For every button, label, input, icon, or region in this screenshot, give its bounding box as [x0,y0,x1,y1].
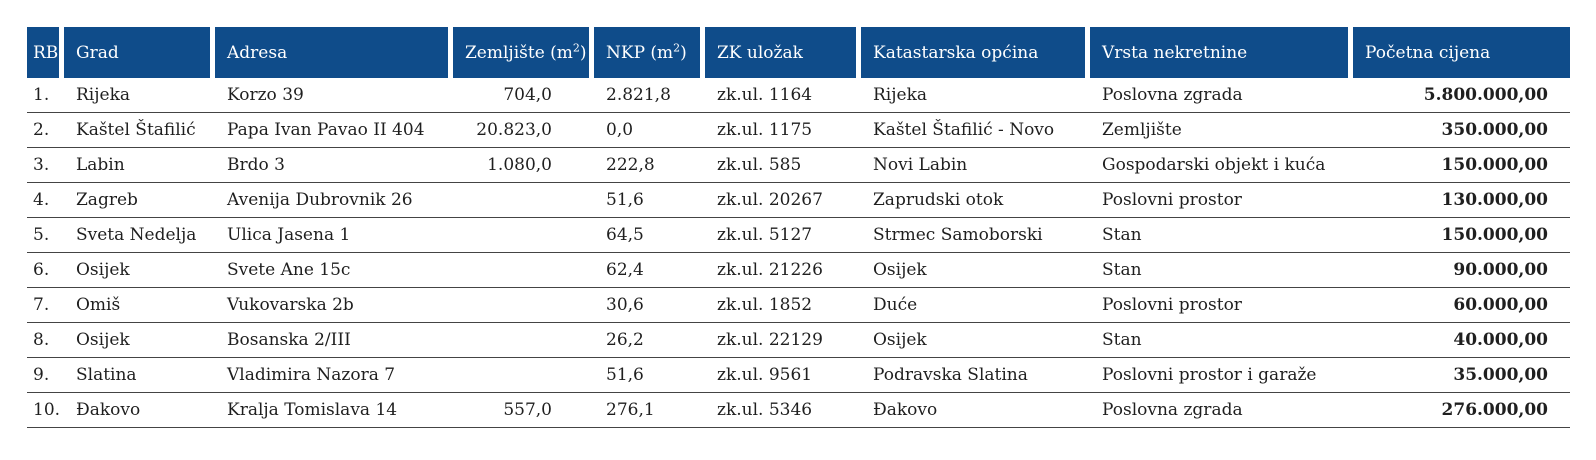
cell-zemljiste [453,288,594,323]
header-row [27,27,1570,78]
cell-vrsta: Poslovna zgrada [1090,393,1353,428]
cell-cijena: 60.000,00 [1353,288,1570,323]
cell-cijena: 5.800.000,00 [1353,78,1570,113]
cell-rb: 5. [27,218,64,253]
table-row [27,323,1570,358]
cell-katastarska: Zaprudski otok [861,183,1090,218]
cell-katastarska: Novi Labin [861,148,1090,183]
cell-cijena: 150.000,00 [1353,218,1570,253]
cell-grad: Rijeka [64,78,215,113]
cell-rb: 7. [27,288,64,323]
cell-katastarska: Rijeka [861,78,1090,113]
cell-zemljiste: 20.823,0 [453,113,594,148]
cell-grad: Omiš [64,288,215,323]
cell-vrsta: Stan [1090,218,1353,253]
header-rb: RB [27,27,64,78]
cell-vrsta: Poslovni prostor i garaže [1090,358,1353,393]
cell-nkp: 2.821,8 [594,78,705,113]
table-row [27,358,1570,393]
cell-katastarska: Podravska Slatina [861,358,1090,393]
table-row [27,218,1570,253]
table-row [27,148,1570,183]
cell-katastarska: Duće [861,288,1090,323]
cell-cijena: 276.000,00 [1353,393,1570,428]
cell-nkp: 51,6 [594,183,705,218]
cell-nkp: 51,6 [594,358,705,393]
cell-zk: zk.ul. 21226 [705,253,861,288]
cell-zemljiste [453,183,594,218]
cell-rb: 3. [27,148,64,183]
cell-zemljiste: 1.080,0 [453,148,594,183]
table-header [27,27,1570,78]
cell-vrsta: Poslovni prostor [1090,183,1353,218]
cell-zemljiste [453,358,594,393]
cell-zk: zk.ul. 9561 [705,358,861,393]
cell-katastarska: Đakovo [861,393,1090,428]
cell-rb: 6. [27,253,64,288]
cell-nkp: 222,8 [594,148,705,183]
cell-zk: zk.ul. 1175 [705,113,861,148]
cell-cijena: 40.000,00 [1353,323,1570,358]
cell-cijena: 350.000,00 [1353,113,1570,148]
cell-nkp: 0,0 [594,113,705,148]
cell-zk: zk.ul. 1852 [705,288,861,323]
header-vrsta: Vrsta nekretnine [1090,27,1353,78]
header-grad: Grad [64,27,215,78]
header-nkp-end: ) [680,42,687,63]
cell-vrsta: Gospodarski objekt i kuća [1090,148,1353,183]
cell-grad: Kaštel Štafilić [64,113,215,148]
table-row [27,253,1570,288]
cell-zk: zk.ul. 20267 [705,183,861,218]
header-zemljiste-sup: 2 [572,40,580,54]
header-cijena: Početna cijena [1353,27,1570,78]
header-zemljiste-end: ) [579,42,587,63]
cell-nkp: 26,2 [594,323,705,358]
header-katastarska: Katastarska općina [861,27,1090,78]
cell-vrsta: Stan [1090,323,1353,358]
header-zemljiste-text: Zemljište (m [465,42,573,63]
cell-rb: 4. [27,183,64,218]
cell-vrsta: Poslovni prostor [1090,288,1353,323]
table-row [27,288,1570,323]
cell-grad: Osijek [64,323,215,358]
cell-cijena: 90.000,00 [1353,253,1570,288]
cell-grad: Slatina [64,358,215,393]
table-row [27,183,1570,218]
cell-nkp: 62,4 [594,253,705,288]
cell-cijena: 130.000,00 [1353,183,1570,218]
cell-cijena: 35.000,00 [1353,358,1570,393]
cell-katastarska: Kaštel Štafilić - Novo [861,113,1090,148]
cell-zemljiste [453,253,594,288]
cell-rb: 10. [27,393,64,428]
cell-zk: zk.ul. 5346 [705,393,861,428]
cell-zk: zk.ul. 5127 [705,218,861,253]
cell-rb: 8. [27,323,64,358]
property-table [27,27,1570,428]
cell-vrsta: Zemljište [1090,113,1353,148]
cell-katastarska: Osijek [861,323,1090,358]
cell-grad: Sveta Nedelja [64,218,215,253]
cell-adresa: Vukovarska 2b [215,288,453,323]
cell-adresa: Ulica Jasena 1 [215,218,453,253]
cell-grad: Osijek [64,253,215,288]
cell-rb: 9. [27,358,64,393]
cell-adresa: Brdo 3 [215,148,453,183]
table-row [27,78,1570,113]
cell-adresa: Korzo 39 [215,78,453,113]
header-nkp-text: NKP (m [606,42,674,63]
cell-grad: Zagreb [64,183,215,218]
header-nkp [594,27,705,78]
cell-zemljiste: 557,0 [453,393,594,428]
cell-katastarska: Osijek [861,253,1090,288]
cell-zk: zk.ul. 585 [705,148,861,183]
cell-zk: zk.ul. 1164 [705,78,861,113]
cell-nkp: 64,5 [594,218,705,253]
cell-zemljiste [453,218,594,253]
cell-zemljiste [453,323,594,358]
header-zk: ZK uložak [705,27,861,78]
cell-adresa: Bosanska 2/III [215,323,453,358]
table-row [27,393,1570,428]
cell-adresa: Svete Ane 15c [215,253,453,288]
cell-grad: Labin [64,148,215,183]
header-nkp-sup: 2 [673,40,681,54]
cell-rb: 2. [27,113,64,148]
cell-adresa: Vladimira Nazora 7 [215,358,453,393]
cell-katastarska: Strmec Samoborski [861,218,1090,253]
cell-adresa: Kralja Tomislava 14 [215,393,453,428]
cell-nkp: 30,6 [594,288,705,323]
table-row [27,113,1570,148]
header-zemljiste [453,27,594,78]
cell-zk: zk.ul. 22129 [705,323,861,358]
cell-vrsta: Stan [1090,253,1353,288]
cell-adresa: Avenija Dubrovnik 26 [215,183,453,218]
cell-adresa: Papa Ivan Pavao II 404 [215,113,453,148]
cell-cijena: 150.000,00 [1353,148,1570,183]
table-body [27,78,1570,428]
header-adresa: Adresa [215,27,453,78]
cell-zemljiste: 704,0 [453,78,594,113]
cell-nkp: 276,1 [594,393,705,428]
cell-vrsta: Poslovna zgrada [1090,78,1353,113]
cell-rb: 1. [27,78,64,113]
cell-grad: Đakovo [64,393,215,428]
property-table-container [27,27,1570,428]
